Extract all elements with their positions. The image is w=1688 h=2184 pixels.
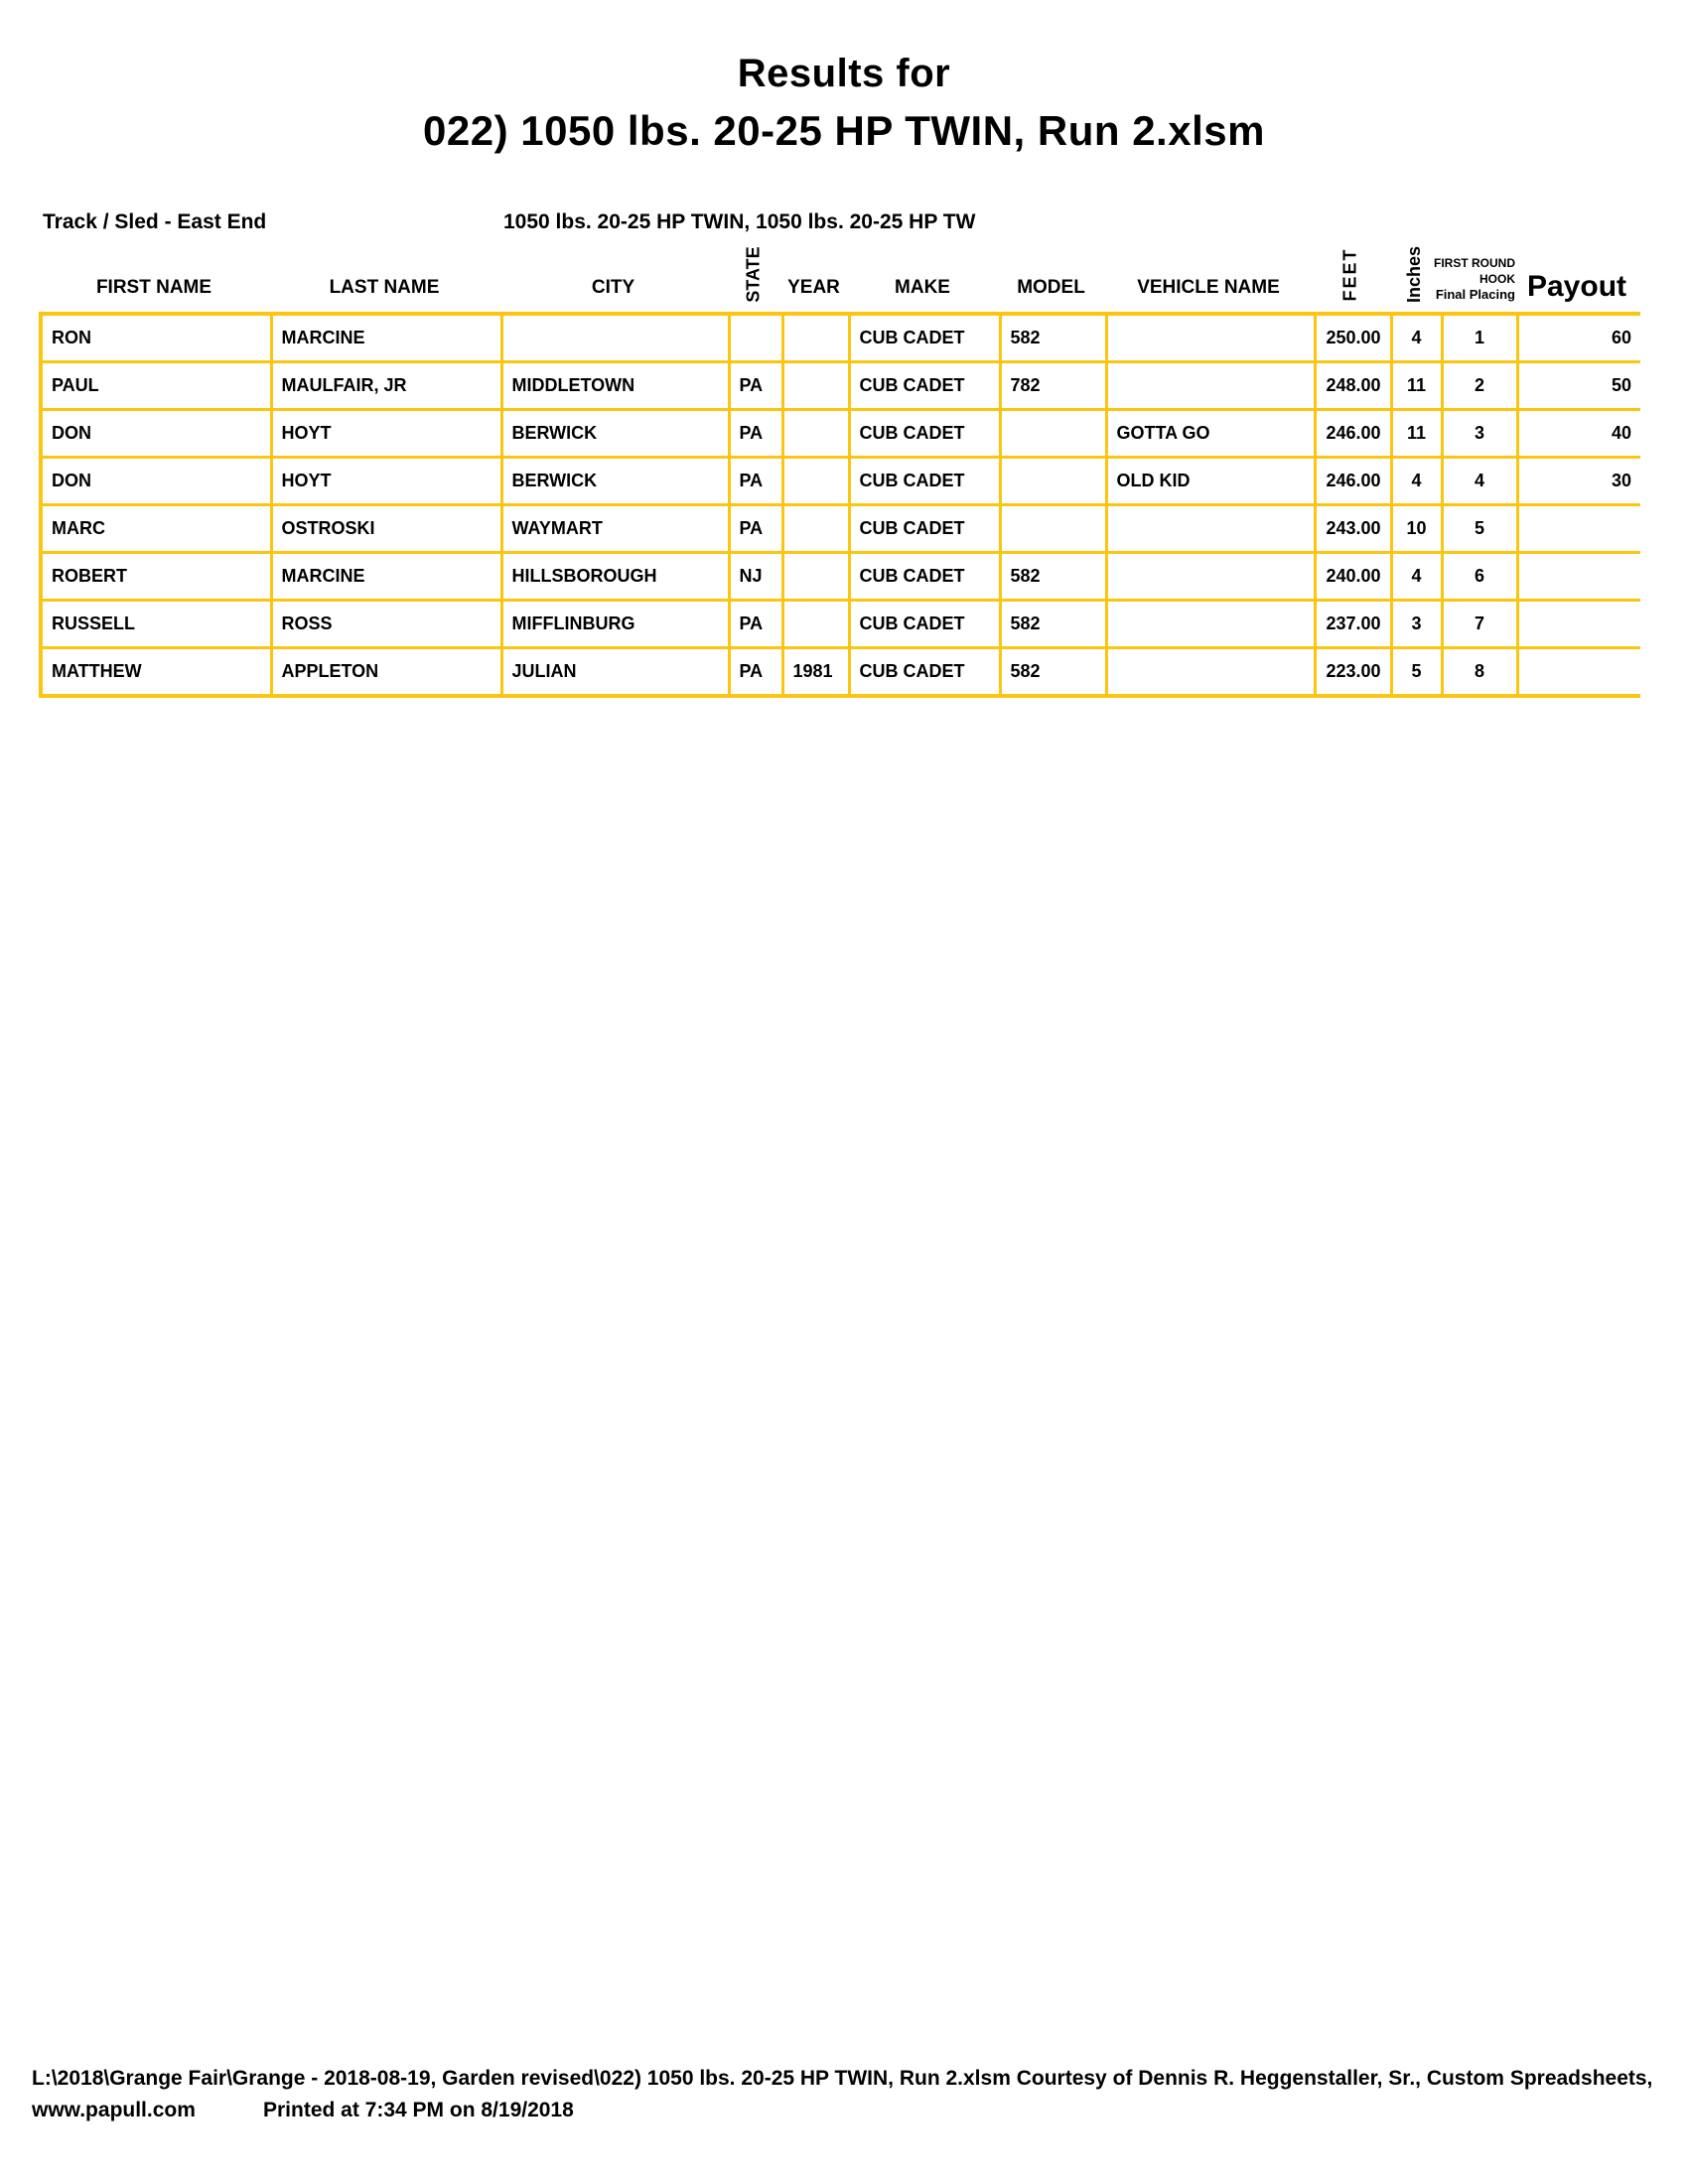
cell-make: CUB CADET [849, 505, 1000, 553]
cell-state: PA [729, 648, 782, 697]
cell-hook-placing: 1 [1442, 314, 1517, 362]
cell-vehicle-name [1106, 314, 1315, 362]
cell-year [782, 601, 849, 648]
column-header-state [727, 236, 780, 312]
cell-hook-placing: 6 [1442, 553, 1517, 601]
cell-city: WAYMART [501, 505, 729, 553]
table-row [41, 410, 1640, 458]
results-sheet [39, 236, 1640, 698]
cell-city [501, 314, 729, 362]
cell-feet: 240.00 [1315, 553, 1391, 601]
cell-state: NJ [729, 553, 782, 601]
cell-hook-placing: 2 [1442, 362, 1517, 410]
cell-first-name: ROBERT [41, 553, 271, 601]
cell-year [782, 362, 849, 410]
cell-model [1000, 505, 1106, 553]
footer-printed-timestamp: Printed at 7:34 PM on 8/19/2018 [263, 2099, 574, 2121]
cell-inches: 3 [1391, 601, 1442, 648]
cell-payout: 40 [1517, 410, 1640, 458]
cell-city: BERWICK [501, 410, 729, 458]
cell-inches: 4 [1391, 553, 1442, 601]
cell-year [782, 314, 849, 362]
cell-model [1000, 410, 1106, 458]
cell-last-name: ROSS [271, 601, 501, 648]
feet-vertical-label: FEET [1339, 246, 1360, 302]
column-header-make: MAKE [895, 277, 950, 298]
cell-feet: 246.00 [1315, 410, 1391, 458]
cell-model [1000, 458, 1106, 505]
footer-file-path: L:\2018\Grange Fair\Grange - 2018-08-19, Garden revised\022) 1050 lbs. 20-25 HP TWIN, Run 2.xlsm Courtesy of Dennis R. Heggenstaller, Sr., Custom Spreadsheets, [32, 2067, 1653, 2090]
cell-model: 582 [1000, 553, 1106, 601]
cell-payout: 60 [1517, 314, 1640, 362]
cell-first-name: MATTHEW [41, 648, 271, 697]
cell-last-name: OSTROSKI [271, 505, 501, 553]
hook-header-line1: FIRST ROUND [1434, 255, 1515, 270]
footer-website: www.papull.com [32, 2099, 196, 2121]
cell-year [782, 553, 849, 601]
column-header-row [39, 236, 1640, 312]
cell-hook-placing: 3 [1442, 410, 1517, 458]
table-row [41, 505, 1640, 553]
cell-last-name: APPLETON [271, 648, 501, 697]
column-header-model: MODEL [1017, 277, 1085, 298]
cell-payout: 50 [1517, 362, 1640, 410]
cell-inches: 11 [1391, 410, 1442, 458]
cell-vehicle-name: OLD KID [1106, 458, 1315, 505]
cell-hook-placing: 7 [1442, 601, 1517, 648]
cell-make: CUB CADET [849, 601, 1000, 648]
footer-line2 [32, 2099, 1620, 2122]
cell-vehicle-name [1106, 648, 1315, 697]
cell-city: MIFFLINBURG [501, 601, 729, 648]
cell-make: CUB CADET [849, 314, 1000, 362]
cell-last-name: MARCINE [271, 314, 501, 362]
column-header-city: CITY [591, 277, 635, 298]
state-vertical-label: STATE [743, 245, 764, 303]
cell-first-name: DON [41, 410, 271, 458]
cell-year [782, 410, 849, 458]
cell-make: CUB CADET [849, 553, 1000, 601]
cell-vehicle-name [1106, 553, 1315, 601]
column-header-last-name: LAST NAME [329, 277, 440, 298]
cell-hook-placing: 5 [1442, 505, 1517, 553]
cell-state: PA [729, 362, 782, 410]
cell-payout [1517, 648, 1640, 697]
hook-header-line3: Final Placing [1435, 287, 1515, 303]
inches-vertical-label: Inches [1404, 245, 1424, 303]
cell-hook-placing: 8 [1442, 648, 1517, 697]
cell-year [782, 458, 849, 505]
cell-make: CUB CADET [849, 458, 1000, 505]
column-header-inches [1389, 236, 1440, 312]
table-row [41, 648, 1640, 697]
cell-city: MIDDLETOWN [501, 362, 729, 410]
table-row [41, 362, 1640, 410]
table-row [41, 601, 1640, 648]
cell-year [782, 505, 849, 553]
cell-inches: 4 [1391, 314, 1442, 362]
table-row [41, 458, 1640, 505]
cell-state: PA [729, 601, 782, 648]
cell-state: PA [729, 410, 782, 458]
column-header-first-name: FIRST NAME [95, 277, 212, 298]
column-header-year: YEAR [787, 277, 840, 298]
cell-state [729, 314, 782, 362]
cell-feet: 223.00 [1315, 648, 1391, 697]
cell-payout [1517, 505, 1640, 553]
cell-last-name: HOYT [271, 458, 501, 505]
cell-state: PA [729, 458, 782, 505]
column-header-feet [1313, 236, 1389, 312]
cell-first-name: PAUL [41, 362, 271, 410]
results-table [39, 312, 1640, 698]
hook-header-line2: HOOK [1479, 271, 1515, 286]
cell-state: PA [729, 505, 782, 553]
cell-inches: 5 [1391, 648, 1442, 697]
cell-model: 782 [1000, 362, 1106, 410]
cell-make: CUB CADET [849, 362, 1000, 410]
cell-last-name: HOYT [271, 410, 501, 458]
cell-payout [1517, 553, 1640, 601]
cell-first-name: MARC [41, 505, 271, 553]
cell-city: BERWICK [501, 458, 729, 505]
table-row [41, 553, 1640, 601]
cell-vehicle-name [1106, 505, 1315, 553]
cell-make: CUB CADET [849, 648, 1000, 697]
cell-last-name: MAULFAIR, JR [271, 362, 501, 410]
class-name-label: 1050 lbs. 20-25 HP TWIN, 1050 lbs. 20-25 HP TW [503, 210, 976, 233]
cell-model: 582 [1000, 314, 1106, 362]
column-header-payout: Payout [1526, 270, 1627, 303]
cell-feet: 237.00 [1315, 601, 1391, 648]
cell-inches: 4 [1391, 458, 1442, 505]
track-sled-label: Track / Sled - East End [43, 210, 267, 233]
cell-inches: 11 [1391, 362, 1442, 410]
cell-feet: 243.00 [1315, 505, 1391, 553]
cell-first-name: RUSSELL [41, 601, 271, 648]
cell-year: 1981 [782, 648, 849, 697]
cell-first-name: DON [41, 458, 271, 505]
cell-model: 582 [1000, 648, 1106, 697]
cell-first-name: RON [41, 314, 271, 362]
cell-city: JULIAN [501, 648, 729, 697]
cell-vehicle-name [1106, 601, 1315, 648]
cell-last-name: MARCINE [271, 553, 501, 601]
cell-model: 582 [1000, 601, 1106, 648]
cell-payout [1517, 601, 1640, 648]
column-header-vehicle-name: VEHICLE NAME [1137, 277, 1280, 298]
cell-vehicle-name: GOTTA GO [1106, 410, 1315, 458]
cell-feet: 250.00 [1315, 314, 1391, 362]
table-row [41, 314, 1640, 362]
cell-make: CUB CADET [849, 410, 1000, 458]
cell-inches: 10 [1391, 505, 1442, 553]
cell-hook-placing: 4 [1442, 458, 1517, 505]
page-title-line2: 022) 1050 lbs. 20-25 HP TWIN, Run 2.xlsm [423, 107, 1265, 154]
cell-vehicle-name [1106, 362, 1315, 410]
column-header-hook-placing [1434, 236, 1515, 312]
cell-payout: 30 [1517, 458, 1640, 505]
cell-feet: 246.00 [1315, 458, 1391, 505]
cell-feet: 248.00 [1315, 362, 1391, 410]
cell-city: HILLSBOROUGH [501, 553, 729, 601]
page-title-line1: Results for [737, 52, 951, 95]
